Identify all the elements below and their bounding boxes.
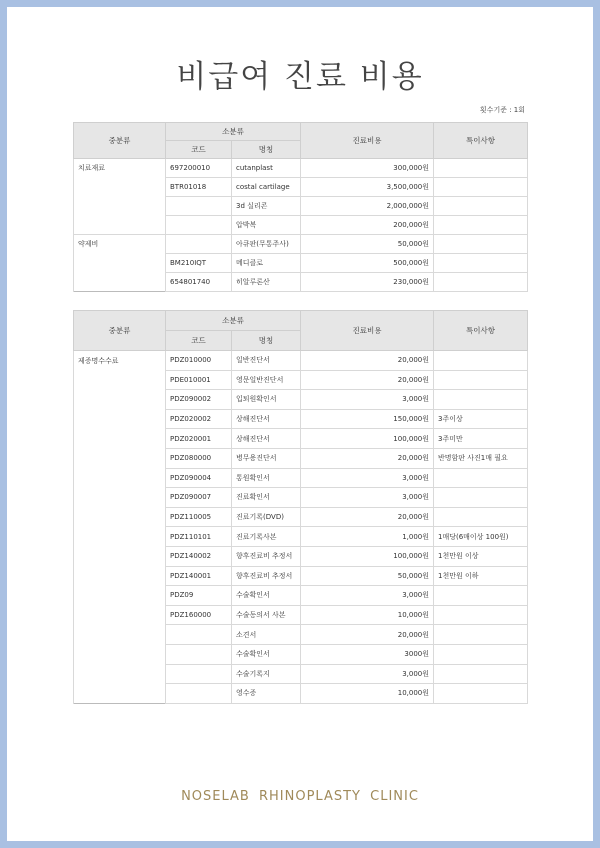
cell-name: 통원확인서 xyxy=(232,468,301,488)
cell-category xyxy=(74,644,166,664)
cell-category xyxy=(74,684,166,704)
table-row xyxy=(74,254,528,273)
cell-category xyxy=(74,507,166,527)
cell-name: 진료확인서 xyxy=(232,488,301,508)
cell-fee: 2,000,000원 xyxy=(301,197,434,216)
count-basis-note: 횟수기준 : 1회 xyxy=(479,106,525,114)
header-code: 코드 xyxy=(166,141,232,159)
cell-category xyxy=(74,197,166,216)
cell-category xyxy=(74,370,166,390)
table-row xyxy=(74,216,528,235)
cell-category xyxy=(74,664,166,684)
cell-category: 약제비 xyxy=(74,235,166,254)
cell-code: PDZ110101 xyxy=(166,527,232,547)
cell-remarks xyxy=(434,625,528,645)
cell-code: PDZ020002 xyxy=(166,409,232,429)
cell-fee: 3,000원 xyxy=(301,586,434,606)
cell-fee: 50,000원 xyxy=(301,235,434,254)
table-row xyxy=(74,546,528,566)
cell-name: 병무용진단서 xyxy=(232,448,301,468)
cell-remarks: 1천만원 이하 xyxy=(434,566,528,586)
cell-code: BM210IQT xyxy=(166,254,232,273)
cell-remarks xyxy=(434,605,528,625)
table-row xyxy=(74,664,528,684)
cell-category xyxy=(74,216,166,235)
cell-remarks xyxy=(434,684,528,704)
table-row xyxy=(74,468,528,488)
cell-code: PDZ09 xyxy=(166,586,232,606)
cell-name: 향후진료비 추정서 xyxy=(232,566,301,586)
cell-category xyxy=(74,409,166,429)
page-title: 비급여 진료 비용 xyxy=(176,59,424,95)
cell-code xyxy=(166,197,232,216)
header-subcategory: 소분류 xyxy=(166,123,301,141)
cell-fee: 3,000원 xyxy=(301,664,434,684)
cell-code: PDZ160000 xyxy=(166,605,232,625)
cell-fee: 500,000원 xyxy=(301,254,434,273)
cell-name: 아큐판(무통주사) xyxy=(232,235,301,254)
cell-name: 히알루론산 xyxy=(232,273,301,292)
table-row xyxy=(74,390,528,410)
cell-fee: 3,000원 xyxy=(301,468,434,488)
certificate-fee-table xyxy=(73,310,528,704)
cell-fee: 100,000원 xyxy=(301,429,434,449)
cell-remarks: 1천만원 이상 xyxy=(434,546,528,566)
cell-code: PDZ110005 xyxy=(166,507,232,527)
header-category: 중분류 xyxy=(74,123,166,159)
cell-remarks: 3주이상 xyxy=(434,409,528,429)
cell-code: PDE010001 xyxy=(166,370,232,390)
header-name: 명칭 xyxy=(232,331,301,351)
cell-name: 일반진단서 xyxy=(232,351,301,371)
cell-code: PDZ140002 xyxy=(166,546,232,566)
clinic-name-footer: NOSELAB RHINOPLASTY CLINIC xyxy=(181,789,419,804)
header-remarks: 특이사항 xyxy=(434,311,528,351)
cell-category xyxy=(74,178,166,197)
cell-code xyxy=(166,235,232,254)
table-row xyxy=(74,235,528,254)
cell-remarks: 3주미만 xyxy=(434,429,528,449)
cell-fee: 20,000원 xyxy=(301,351,434,371)
table-row xyxy=(74,684,528,704)
cell-category xyxy=(74,488,166,508)
cell-name: 3d 실리콘 xyxy=(232,197,301,216)
table-row xyxy=(74,370,528,390)
header-fee: 진료비용 xyxy=(301,311,434,351)
cell-name: 입퇴원확인서 xyxy=(232,390,301,410)
cell-remarks xyxy=(434,351,528,371)
cell-code xyxy=(166,216,232,235)
cell-fee: 300,000원 xyxy=(301,159,434,178)
cell-category xyxy=(74,546,166,566)
cell-code xyxy=(166,625,232,645)
header-category: 중분류 xyxy=(74,311,166,351)
cell-code: PDZ090004 xyxy=(166,468,232,488)
cell-category xyxy=(74,273,166,292)
cell-remarks: 반명함판 사진1매 필요 xyxy=(434,448,528,468)
cell-name: 수술확인서 xyxy=(232,644,301,664)
cell-fee: 50,000원 xyxy=(301,566,434,586)
cell-remarks xyxy=(434,390,528,410)
cell-category xyxy=(74,625,166,645)
cell-category xyxy=(74,605,166,625)
cell-name: 수술확인서 xyxy=(232,586,301,606)
table-row xyxy=(74,625,528,645)
cell-name: 상해진단서 xyxy=(232,429,301,449)
header-remarks: 특이사항 xyxy=(434,123,528,159)
cell-name: 영문일반진단서 xyxy=(232,370,301,390)
table-row xyxy=(74,197,528,216)
cell-name: 진료기록사본 xyxy=(232,527,301,547)
table-row xyxy=(74,488,528,508)
header-name: 명칭 xyxy=(232,141,301,159)
table-row xyxy=(74,605,528,625)
cell-fee: 100,000원 xyxy=(301,546,434,566)
cell-remarks xyxy=(434,254,528,273)
table-row xyxy=(74,178,528,197)
cell-remarks xyxy=(434,273,528,292)
cell-name: 영수증 xyxy=(232,684,301,704)
cell-remarks xyxy=(434,178,528,197)
cell-code: PDZ010000 xyxy=(166,351,232,371)
cell-category xyxy=(74,390,166,410)
cell-category xyxy=(74,527,166,547)
cell-remarks xyxy=(434,235,528,254)
table-row xyxy=(74,448,528,468)
table-row xyxy=(74,507,528,527)
cell-remarks xyxy=(434,644,528,664)
cell-fee: 1,000원 xyxy=(301,527,434,547)
table-row xyxy=(74,586,528,606)
cell-code xyxy=(166,664,232,684)
table-row xyxy=(74,409,528,429)
cell-category xyxy=(74,254,166,273)
cell-code: 654801740 xyxy=(166,273,232,292)
cell-code xyxy=(166,684,232,704)
cell-fee: 230,000원 xyxy=(301,273,434,292)
cell-remarks: 1매당(6매이상 100원) xyxy=(434,527,528,547)
cell-remarks xyxy=(434,370,528,390)
header-fee: 진료비용 xyxy=(301,123,434,159)
cell-code: PDZ020001 xyxy=(166,429,232,449)
table-row xyxy=(74,159,528,178)
cell-code: PDZ140001 xyxy=(166,566,232,586)
cell-name: 소견서 xyxy=(232,625,301,645)
cell-fee: 20,000원 xyxy=(301,448,434,468)
cell-fee: 20,000원 xyxy=(301,370,434,390)
table-row xyxy=(74,351,528,371)
cell-category xyxy=(74,566,166,586)
materials-fee-table xyxy=(73,122,528,292)
cell-category: 제증명수수료 xyxy=(74,351,166,371)
header-subcategory: 소분류 xyxy=(166,311,301,331)
cell-fee: 3,500,000원 xyxy=(301,178,434,197)
cell-remarks xyxy=(434,468,528,488)
cell-fee: 3,000원 xyxy=(301,488,434,508)
cell-remarks xyxy=(434,216,528,235)
cell-fee: 3000원 xyxy=(301,644,434,664)
header-code: 코드 xyxy=(166,331,232,351)
cell-remarks xyxy=(434,507,528,527)
cell-category: 치료재료 xyxy=(74,159,166,178)
table-row xyxy=(74,273,528,292)
cell-fee: 10,000원 xyxy=(301,684,434,704)
cell-code: BTR01018 xyxy=(166,178,232,197)
table-row xyxy=(74,429,528,449)
cell-name: 상해진단서 xyxy=(232,409,301,429)
table-row xyxy=(74,527,528,547)
cell-category xyxy=(74,448,166,468)
cell-name: costal cartilage xyxy=(232,178,301,197)
cell-fee: 200,000원 xyxy=(301,216,434,235)
document-page xyxy=(7,7,593,841)
cell-name: cutanplast xyxy=(232,159,301,178)
cell-code: PDZ090002 xyxy=(166,390,232,410)
cell-fee: 10,000원 xyxy=(301,605,434,625)
cell-category xyxy=(74,429,166,449)
cell-fee: 20,000원 xyxy=(301,507,434,527)
cell-name: 수술동의서 사본 xyxy=(232,605,301,625)
cell-code xyxy=(166,644,232,664)
cell-code: PDZ090007 xyxy=(166,488,232,508)
cell-fee: 150,000원 xyxy=(301,409,434,429)
cell-fee: 20,000원 xyxy=(301,625,434,645)
cell-code: PDZ080000 xyxy=(166,448,232,468)
cell-remarks xyxy=(434,197,528,216)
cell-name: 향후진료비 추정서 xyxy=(232,546,301,566)
cell-remarks xyxy=(434,488,528,508)
cell-category xyxy=(74,468,166,488)
cell-name: 메디클로 xyxy=(232,254,301,273)
cell-remarks xyxy=(434,664,528,684)
table-row xyxy=(74,644,528,664)
cell-code: 697200010 xyxy=(166,159,232,178)
cell-name: 수술기록지 xyxy=(232,664,301,684)
cell-name: 압박복 xyxy=(232,216,301,235)
cell-fee: 3,000원 xyxy=(301,390,434,410)
table-row xyxy=(74,566,528,586)
cell-remarks xyxy=(434,159,528,178)
cell-name: 진료기록(DVD) xyxy=(232,507,301,527)
cell-category xyxy=(74,586,166,606)
cell-remarks xyxy=(434,586,528,606)
